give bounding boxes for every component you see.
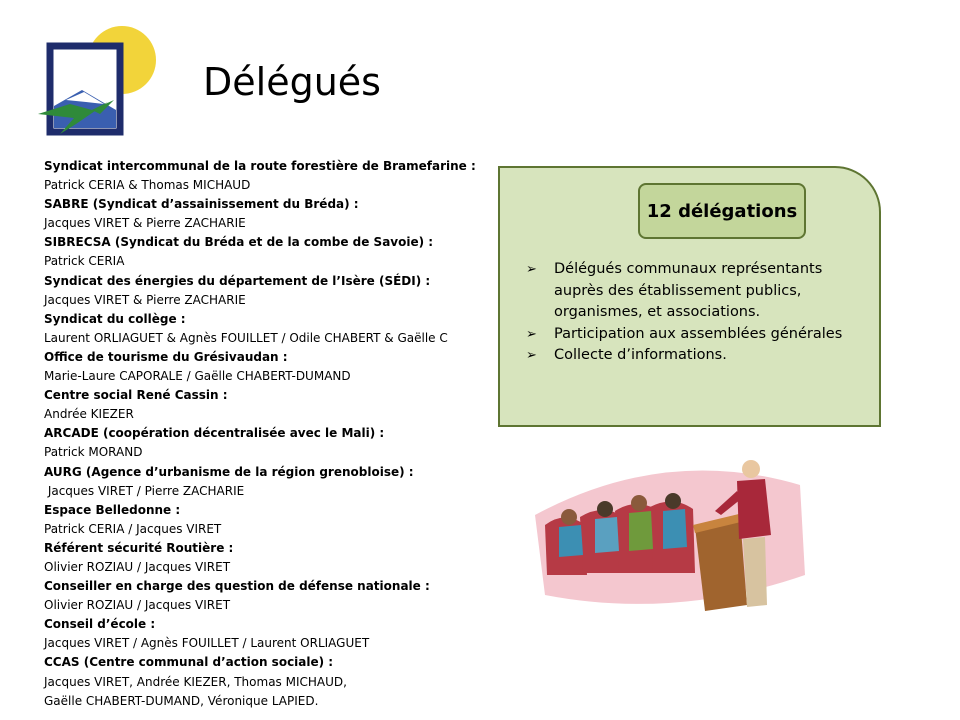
list-item: Espace Belledonne : Patrick CERIA / Jacques VIRET	[44, 502, 222, 536]
page-title: Délégués	[203, 60, 381, 104]
list-item: SABRE (Syndicat d’assainissement du Bréda) : Jacques VIRET & Pierre ZACHARIE	[44, 197, 359, 231]
arrow-bullet-icon: ➢	[526, 348, 537, 363]
list-item: AURG (Agence d’urbanisme de la région grenobloise) : Jacques VIRET / Pierre ZACHARIE	[44, 464, 414, 498]
delegations-badge: 12 délégations	[638, 183, 806, 239]
bullet-item: ➢ Participation aux assemblées générales	[526, 324, 876, 346]
list-item: Office de tourisme du Grésivaudan : Marie-Laure CAPORALE / Gaëlle CHABERT-DUMAND	[44, 349, 351, 384]
delegates-list	[44, 157, 494, 711]
panel-bullets	[526, 259, 876, 367]
list-item: Syndicat des énergies du département de l’Isère (SÉDI) : Jacques VIRET & Pierre ZACHARIE	[44, 273, 431, 307]
speaker-audience-clipart	[525, 455, 810, 625]
list-item: Syndicat intercommunal de la route forestière de Bramefarine : Patrick CERIA & Thomas MICHAUD	[44, 159, 476, 193]
list-item: Centre social René Cassin : Andrée KIEZER	[44, 388, 228, 422]
arrow-bullet-icon: ➢	[526, 262, 537, 277]
bullet-item: ➢ Collecte d’informations.	[526, 345, 876, 367]
mountain-sun-logo	[30, 18, 160, 136]
list-item: Référent sécurité Routière : Olivier ROZIAU / Jacques VIRET	[44, 540, 234, 574]
list-item: SIBRECSA (Syndicat du Bréda et de la combe de Savoie) : Patrick CERIA	[44, 235, 434, 269]
bullet-item: ➢ Délégués communaux représentants auprès des établissement publics, organismes, et associations.	[526, 261, 823, 320]
list-item: CCAS (Centre communal d’action sociale) : Jacques VIRET, Andrée KIEZER, Thomas MICHAUD, Gaëlle CHABERT-DUMAND, Véronique LAPIED.	[44, 655, 347, 708]
arrow-bullet-icon: ➢	[526, 326, 537, 342]
list-item: Conseil d’école : Jacques VIRET / Agnès FOUILLET / Laurent ORLIAGUET	[44, 617, 370, 651]
list-item: ARCADE (coopération décentralisée avec le Mali) : Patrick MORAND	[44, 426, 385, 460]
list-item: Conseiller en charge des question de défense nationale : Olivier ROZIAU / Jacques VIRET	[44, 579, 430, 613]
list-item: Syndicat du collège : Laurent ORLIAGUET & Agnès FOUILLET / Odile CHABERT & Gaëlle C	[44, 311, 448, 345]
